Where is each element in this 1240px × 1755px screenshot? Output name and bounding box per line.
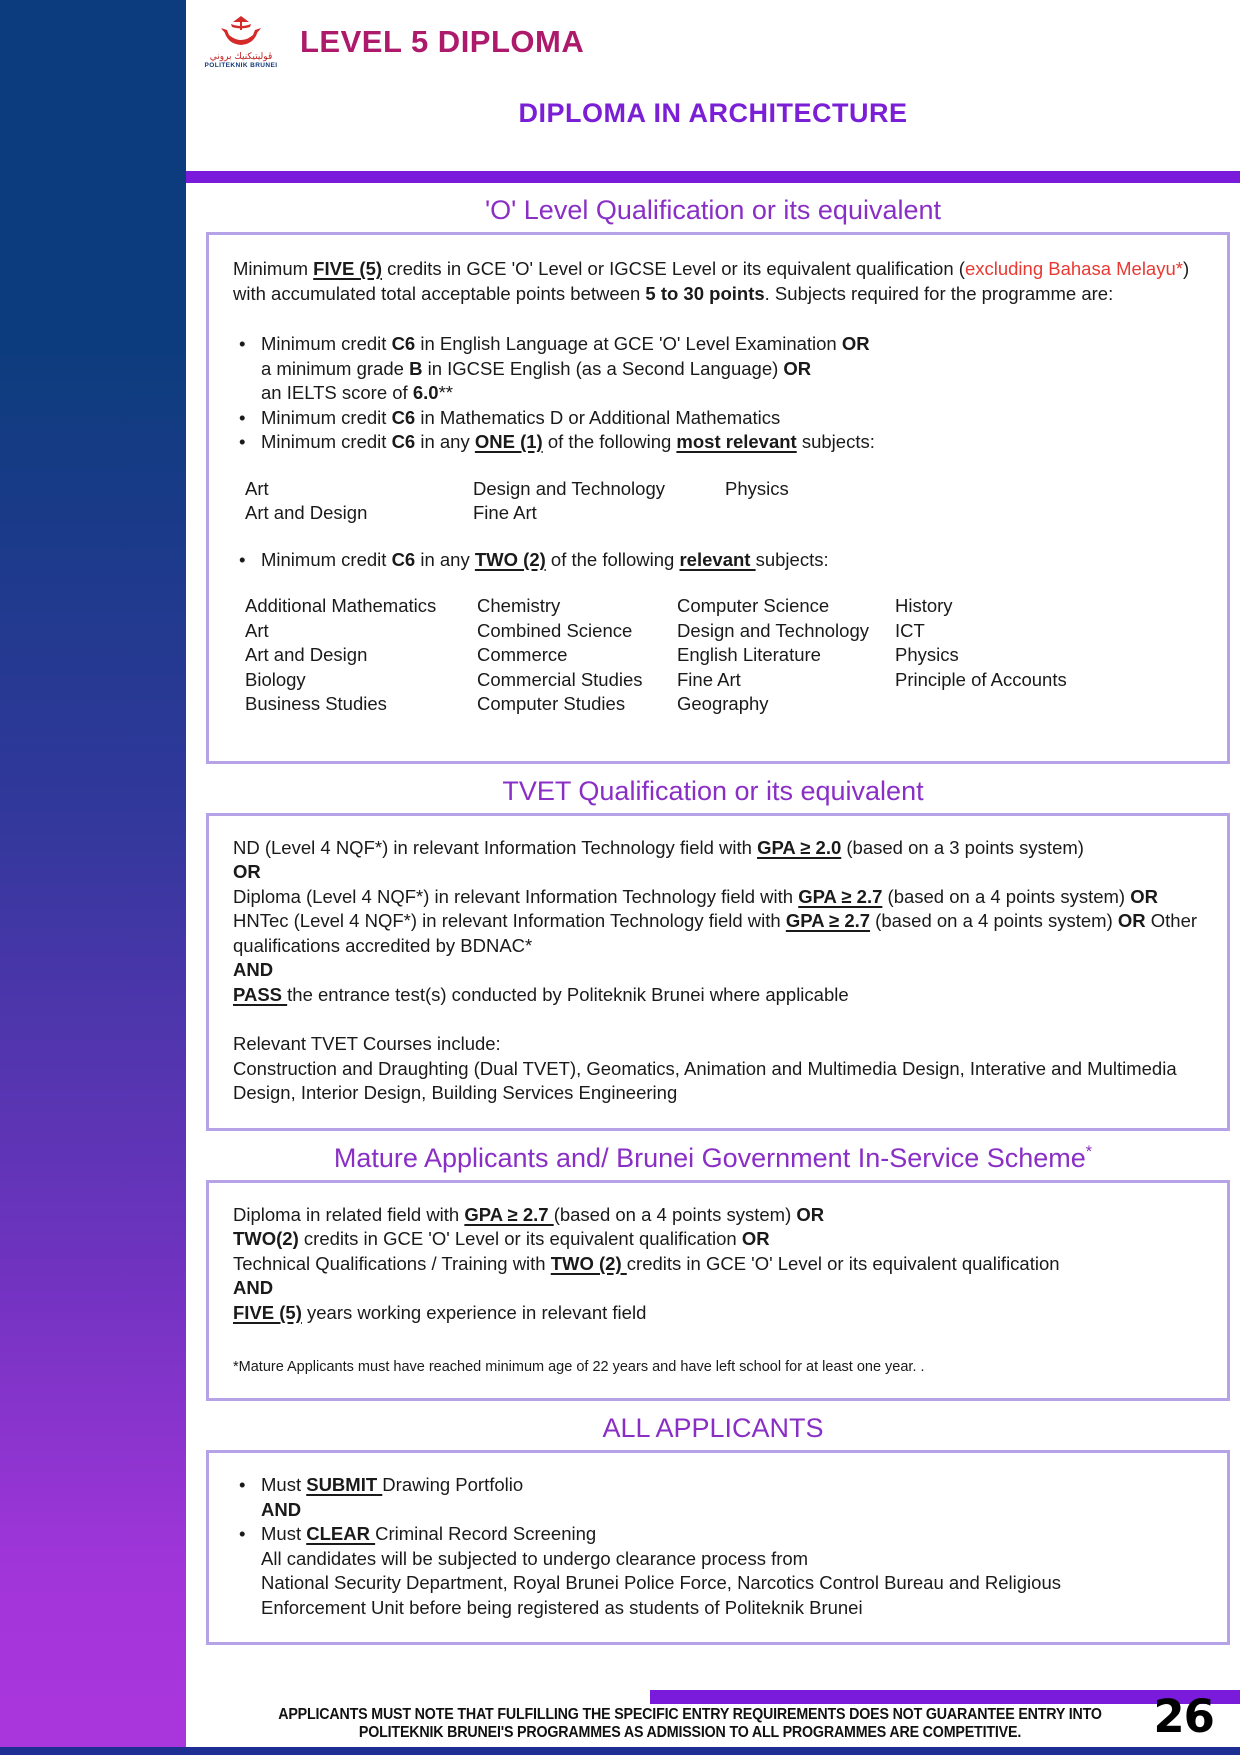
text-segment: in Mathematics D or Additional Mathematics [415, 406, 781, 428]
requirements-box [206, 1450, 1230, 1645]
text-segment: (based on a 4 points system) [882, 885, 1131, 907]
text-segment: OR [1117, 910, 1146, 931]
subject-cell [725, 501, 1199, 526]
text-segment: most relevant [676, 431, 797, 452]
text-line [261, 406, 1199, 431]
text-segment: AND [233, 1277, 274, 1298]
footer-note-line1: APPLICANTS MUST NOTE THAT FULFILLING THE SPECIFIC ENTRY REQUIREMENTS DOES NOT GUARANTEE ENTRY INTO [278, 1706, 1102, 1723]
text-segment: years working experience in relevant field [301, 1301, 647, 1323]
subject-cell: Art and Design [245, 644, 368, 665]
text-line [233, 1358, 1199, 1376]
text-line [233, 836, 1199, 861]
sidebar-gradient [0, 0, 186, 1755]
text-line [233, 958, 1199, 983]
text-line [233, 1301, 1199, 1326]
text-line [233, 885, 1199, 910]
text-segment: of the following [542, 431, 677, 452]
text-segment: relevant [679, 548, 756, 570]
bullet-dot: • [239, 1523, 246, 1544]
text-line [233, 1227, 1199, 1252]
text-segment: Minimum credit [261, 431, 392, 452]
text-segment: credits in GCE 'O' Level or IGCSE Level or its equivalent qualification ( [382, 258, 965, 279]
text-line [261, 1596, 1199, 1621]
text-segment: FIVE (5) [313, 258, 383, 279]
text-segment: Minimum credit [261, 548, 392, 570]
text-line [261, 430, 1199, 455]
heading-asterisk: * [1085, 1142, 1093, 1161]
text-segment: OR [841, 333, 870, 354]
subject-cell: Commerce [477, 644, 568, 665]
bullet-body [261, 430, 1199, 455]
requirement-sections [186, 195, 1240, 1645]
text-segment: GPA ≥ 2.7 [785, 910, 871, 931]
text-segment: Enforcement Unit before being registered as students of Politeknik Brunei [261, 1596, 863, 1618]
subject-cell [895, 692, 1199, 717]
section-heading-text: TVET Qualification or its equivalent [502, 775, 924, 806]
text-segment: CLEAR [306, 1523, 376, 1544]
subject-cell: Biology [245, 668, 306, 690]
text-segment: FIVE (5) [233, 1301, 302, 1323]
section-heading-text: 'O' Level Qualification or its equivalent [484, 195, 942, 225]
text-line [261, 1571, 1199, 1596]
section-heading-text: ALL APPLICANTS [602, 1413, 824, 1443]
divider-bar [186, 171, 1240, 183]
text-line [261, 381, 1199, 406]
text-line [261, 1498, 1199, 1523]
text-line [233, 860, 1199, 885]
text-segment: Minimum credit [261, 406, 392, 428]
text-segment: (based on a 4 points system) [870, 910, 1118, 931]
text-segment: PASS [233, 983, 288, 1005]
bullet-dot: • [239, 1474, 246, 1495]
subject-cell: Design and Technology [473, 477, 665, 499]
text-line [261, 357, 1199, 382]
text-segment: C6 [391, 548, 416, 570]
subject-cell: Chemistry [477, 595, 561, 616]
text-segment: subjects: [796, 431, 875, 452]
text-line [261, 332, 1199, 357]
subject-cell: Combined Science [477, 619, 633, 641]
text-segment: an IELTS score of [261, 382, 413, 403]
text-segment: in English Language at GCE 'O' Level Examination [415, 333, 842, 354]
text-segment: AND [233, 959, 274, 980]
subject-cell: Design and Technology [677, 619, 869, 641]
bullet-dot: • [239, 333, 246, 354]
section-heading [186, 1143, 1240, 1174]
text-segment: AND [261, 1498, 302, 1520]
subject-cell: Art [245, 619, 269, 641]
text-segment: credits in GCE 'O' Level or its equivalent qualification [298, 1228, 742, 1249]
subject-cell: Additional Mathematics [245, 595, 437, 616]
bullet-item [233, 430, 1199, 455]
text-line [233, 983, 1199, 1008]
text-line [261, 1473, 1199, 1498]
text-segment: Diploma in related field with [233, 1203, 465, 1225]
requirements-box [206, 1180, 1230, 1402]
text-line [233, 1203, 1199, 1228]
bullet-body [261, 406, 1199, 431]
footer-note-line2: POLITEKNIK BRUNEI'S PROGRAMMES AS ADMISSION TO ALL PROGRAMMES ARE COMPETITIVE. [358, 1724, 1022, 1741]
bullet-item [233, 548, 1199, 573]
text-segment: Other qualifications accredited by BDNAC* [233, 910, 1203, 956]
bullet-dot: • [239, 548, 246, 570]
text-segment: C6 [391, 406, 416, 428]
text-segment: Technical Qualifications / Training with [233, 1252, 551, 1274]
subject-table [245, 594, 1199, 717]
bullet-dot: • [239, 406, 246, 428]
subject-cell: Art [245, 477, 269, 499]
requirements-box [206, 232, 1230, 764]
text-segment: GPA ≥ 2.0 [757, 836, 842, 858]
text-segment: Diploma (Level 4 NQF*) in relevant Information Technology field with [233, 885, 799, 907]
text-line [233, 1057, 1199, 1106]
bullet-body [261, 1473, 1199, 1522]
text-segment: GPA ≥ 2.7 [798, 885, 883, 907]
bullet-item [233, 1522, 1199, 1620]
section-heading-text: Mature Applicants and/ Brunei Government In-Service Scheme [333, 1142, 1086, 1173]
subject-cell: Principle of Accounts [895, 668, 1067, 690]
text-segment: Must [261, 1523, 307, 1544]
subject-cell: Art and Design [245, 502, 368, 523]
text-segment: a minimum grade [261, 357, 410, 379]
text-segment: Minimum credit [261, 333, 392, 354]
subject-cell: History [895, 595, 953, 616]
text-line [261, 1547, 1199, 1572]
text-segment: OR [783, 357, 812, 379]
brunei-crest-icon [219, 14, 263, 52]
text-segment: All candidates will be subjected to undergo clearance process from [261, 1547, 809, 1569]
text-segment: ND (Level 4 NQF*) in relevant Information Technology field with [233, 836, 758, 858]
text-segment: ** [438, 382, 453, 403]
text-segment: Criminal Record Screening [375, 1523, 597, 1544]
text-segment: ONE (1) [474, 431, 543, 452]
text-segment: *Mature Applicants must have reached minimum age of 22 years and have left school for at least one year. . [233, 1359, 925, 1375]
text-line [233, 1276, 1199, 1301]
section-heading [186, 1413, 1240, 1444]
programme-title: DIPLOMA IN ARCHITECTURE [518, 98, 908, 128]
text-segment: (based on a 4 points system) [553, 1203, 797, 1225]
text-segment: Relevant TVET Courses include: [233, 1033, 501, 1054]
subject-cell: Business Studies [245, 693, 387, 714]
subject-cell: English Literature [677, 644, 821, 665]
text-segment: Must [261, 1474, 307, 1495]
text-segment: credits in GCE 'O' Level or its equivalent qualification [626, 1252, 1060, 1274]
subject-cell: Computer Studies [477, 693, 626, 714]
text-segment: Drawing Portfolio [382, 1474, 524, 1495]
text-line [233, 1032, 1199, 1057]
text-segment: C6 [391, 333, 416, 354]
subject-cell: Geography [677, 693, 769, 714]
text-segment: B [409, 357, 423, 379]
text-segment: in IGCSE English (as a Second Language) [422, 357, 784, 379]
bottom-strip [0, 1747, 1240, 1755]
text-segment: the entrance test(s) conducted by Politeknik Brunei where applicable [287, 983, 849, 1005]
text-segment: of the following [545, 548, 680, 570]
text-segment: TWO (2) [550, 1252, 627, 1274]
logo-org-name: POLITEKNIK BRUNEI [204, 62, 278, 70]
text-line [261, 1522, 1199, 1547]
text-block [233, 1203, 1199, 1326]
page-title: LEVEL 5 DIPLOMA [300, 24, 585, 59]
section-heading [186, 195, 1240, 226]
subject-cell: Commercial Studies [477, 668, 643, 690]
text-line [233, 257, 1199, 306]
page-header [186, 0, 1240, 74]
text-segment: C6 [391, 431, 416, 452]
text-segment: TWO (2) [474, 548, 546, 570]
subject-cell: Computer Science [677, 595, 830, 616]
text-line [261, 548, 1199, 573]
text-block [233, 836, 1203, 1008]
bullet-dot: • [239, 431, 246, 452]
text-segment: OR [233, 861, 261, 882]
text-segment: National Security Department, Royal Brunei Police Force, Narcotics Control Bureau and Religious [261, 1572, 1061, 1593]
text-line [233, 1252, 1199, 1277]
text-segment: TWO(2) [233, 1228, 299, 1249]
requirements-box [206, 813, 1230, 1131]
text-segment: 6.0 [412, 382, 439, 403]
bullet-item [233, 1473, 1199, 1522]
subject-table [245, 477, 1199, 526]
text-segment: in any [415, 431, 475, 452]
text-segment: Construction and Draughting (Dual TVET), Geomatics, Animation and Multimedia Design, Interative and Multimedia Design, Interior Design, Building Services Engineering [233, 1057, 1182, 1103]
spacer [233, 1007, 1199, 1032]
text-segment: in any [415, 548, 475, 570]
subject-cell: ICT [895, 619, 925, 641]
bullet-item [233, 332, 1199, 406]
text-segment: Minimum [233, 258, 314, 279]
bullet-body [261, 1522, 1199, 1620]
subject-cell: Fine Art [473, 502, 537, 523]
text-segment: ) with accumulated total acceptable points between [233, 258, 1195, 304]
politeknik-brunei-logo [198, 14, 284, 70]
bullet-item [233, 406, 1199, 431]
bullet-body [261, 332, 1199, 406]
bullet-body [261, 548, 1199, 573]
text-segment: subjects: [755, 548, 829, 570]
text-segment: (based on a 3 points system) [841, 836, 1084, 858]
text-block [233, 1032, 1199, 1106]
spacer [233, 1325, 1199, 1350]
text-segment: OR [796, 1203, 825, 1225]
text-segment: OR [741, 1228, 770, 1249]
logo-jawi-text: ڤوليتيكنيك بروني [209, 52, 273, 63]
subject-cell: Physics [895, 644, 959, 665]
content-area [186, 0, 1240, 1645]
text-segment: GPA ≥ 2.7 [464, 1203, 554, 1225]
text-line [233, 909, 1203, 958]
page-number: 26 [1153, 1690, 1214, 1743]
text-segment: . Subjects required for the programme are: [764, 282, 1114, 304]
subject-cell: Fine Art [677, 668, 741, 690]
text-segment: OR [1130, 885, 1158, 907]
section-heading [186, 776, 1240, 807]
text-segment: SUBMIT [306, 1474, 383, 1495]
subject-cell: Physics [725, 477, 789, 499]
text-segment: 5 to 30 points [645, 282, 765, 304]
text-segment: HNTec (Level 4 NQF*) in relevant Information Technology field with [233, 910, 786, 931]
footer-note [239, 1706, 1141, 1742]
text-segment: excluding Bahasa Melayu* [964, 258, 1183, 279]
footer-accent-bar [650, 1690, 1240, 1704]
